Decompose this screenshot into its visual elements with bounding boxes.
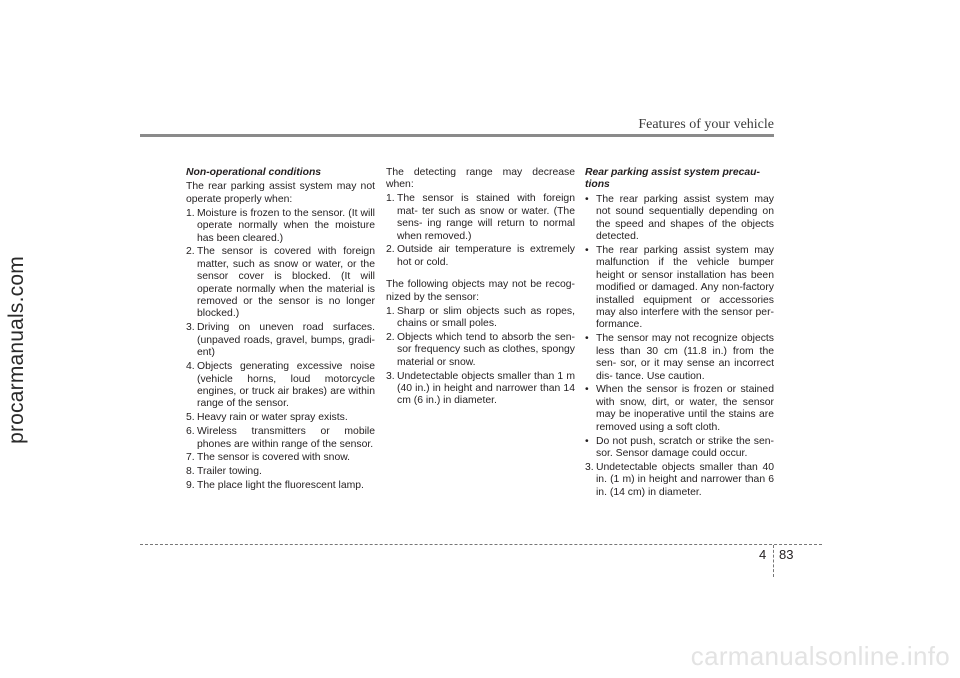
list-item: • Do not push, scratch or strike the sen- sor. Sensor damage could occur.	[585, 435, 774, 459]
list-item: • The sensor may not recognize objects less than 30 cm (11.8 in.) from the sen- sor, or it may sense an incorrect dis- tance. Use caution.	[585, 333, 774, 382]
column-3	[585, 167, 774, 499]
column-2-intro: The detecting range may decrease when:	[386, 167, 575, 191]
list-item: 3. Undetectable objects smaller than 40 in. (1 m) in height and narrower than 6 in. (14 cm) in diameter.	[585, 461, 774, 498]
page-number: 83	[779, 547, 794, 562]
list-item: 4. Objects generating excessive noise (vehicle horns, loud motorcycle engines, or truck air brakes) are within range of the sensor.	[186, 361, 375, 410]
column-2	[386, 167, 575, 408]
list-item: • The rear parking assist system may not sound sequentially depending on the speed and shapes of the objects detected.	[585, 193, 774, 243]
section-header-title: Features of your vehicle	[638, 117, 774, 132]
page-number-divider	[773, 545, 774, 577]
list-item: 2. Outside air temperature is extremely hot or cold.	[386, 244, 575, 268]
list-item: 1. Moisture is frozen to the sensor. (It will operate normally when the moisture has been cleared.)	[186, 207, 375, 244]
list-item: 6. Wireless transmitters or mobile phones are within range of the sensor.	[186, 426, 375, 450]
list-item: 2. The sensor is covered with foreign matter, such as snow or water, or the sensor cover is blocked. (It will operate normally when the material is removed or the sensor is no longer blocked.)	[186, 246, 375, 320]
list-item: 9. The place light the fluorescent lamp.	[186, 480, 364, 492]
side-watermark	[2, 150, 32, 550]
list-item: 2. Objects which tend to absorb the sen- sor frequency such as clothes, spongy material or snow.	[386, 331, 575, 368]
list-item: 5. Heavy rain or water spray exists.	[186, 412, 348, 424]
list-item: • The rear parking assist system may malfunction if the vehicle bumper height or sensor installation has been modified or damaged. Any non-factory installed equipment or accessories may also interfere with the sensor per- formance.	[585, 244, 774, 331]
bottom-watermark: carmanualsonline.info	[690, 641, 950, 671]
non-operational-title: Non-operational conditions	[186, 167, 322, 178]
chapter-number: 4	[759, 547, 767, 562]
list-item: 3. Undetectable objects smaller than 1 m (40 in.) in height and narrower than 14 cm (6 in.) in diameter.	[386, 370, 575, 407]
footer-divider	[140, 544, 822, 545]
side-watermark-text: procarmanuals.com	[5, 256, 28, 444]
list-item: 1. Sharp or slim objects such as ropes, chains or small poles.	[386, 305, 575, 329]
list-item: 7. The sensor is covered with snow.	[186, 452, 351, 464]
header-divider	[140, 134, 774, 137]
precautions-title: Rear parking assist system precau- tions	[585, 167, 760, 191]
column-2-intro-2: The following objects may not be recog- nized by the sensor:	[386, 279, 575, 303]
list-item: 3. Driving on uneven road surfaces. (unpaved roads, gravel, bumps, gradi- ent)	[186, 322, 375, 359]
list-item: • When the sensor is frozen or stained with snow, dirt, or water, the sensor may be inoperative until the stains are removed using a soft cloth.	[585, 384, 774, 433]
list-item: 1. The sensor is stained with foreign mat- ter such as snow or water. (The sens- ing range will return to normal when removed.)	[386, 193, 575, 242]
list-item: 8. Trailer towing.	[186, 466, 262, 478]
column-1	[186, 167, 375, 493]
column-1-intro: The rear parking assist system may not operate properly when:	[186, 181, 375, 205]
